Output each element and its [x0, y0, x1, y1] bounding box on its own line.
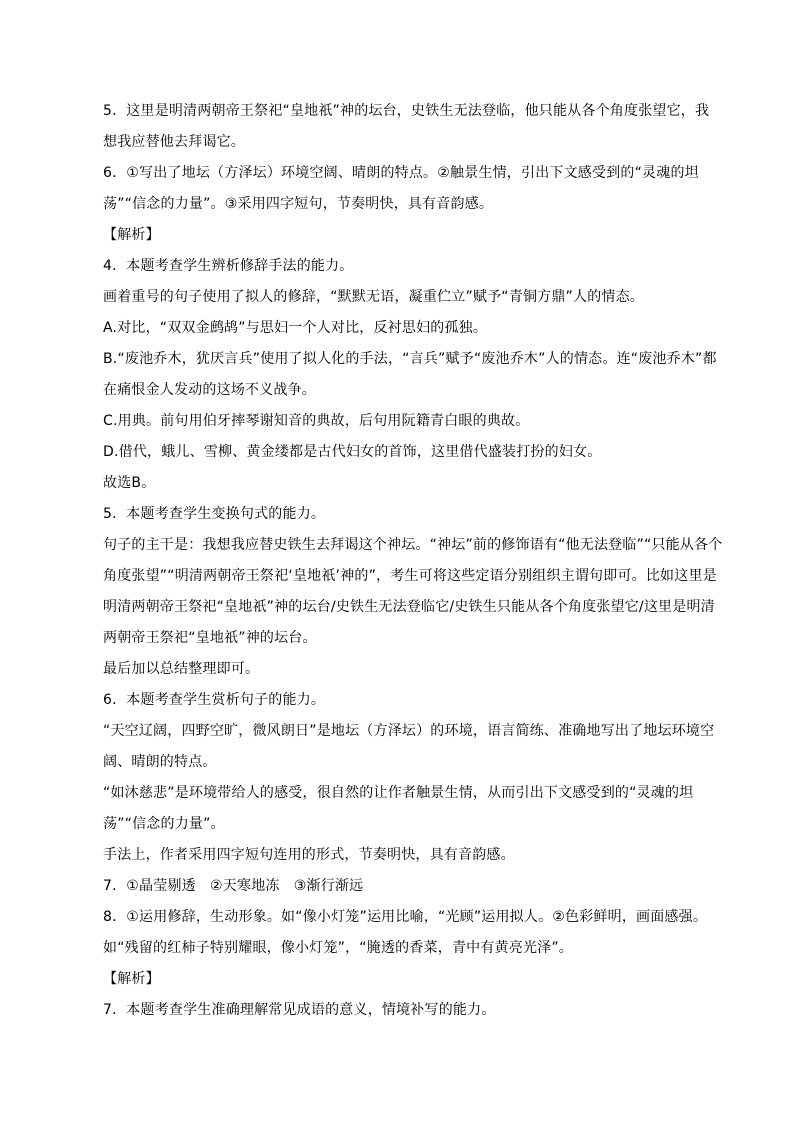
analysis-6-environment: “天空辽阔，四野空旷，微风朗日”是地坛（方泽坛）的环境，语言简练、准确地写出了地坛环境空阔、晴朗的特点。	[103, 723, 715, 770]
analysis-5-body: 句子的主干是：我想我应替史铁生去拜谒这个神坛。“神坛”前的修饰语有“他无法登临”“只能从各个角度张望”“明清两朝帝王祭祀‘皇地祇’神的”，考生可将这些定语分别组织主谓句即可。比如这里是明清两朝帝王祭祀“皇地祇”神的坛台/史铁生无法登临它/史铁生只能从各个角度张望它/这里是明清两朝帝王祭祀“皇地祇”神的坛台。	[103, 537, 723, 646]
analysis-5-intro: 5．本题考查学生变换句式的能力。	[103, 506, 326, 522]
analysis-heading: 【解析】	[103, 227, 160, 243]
analysis-6-intro: 6．本题考查学生赏析句子的能力。	[103, 692, 326, 708]
analysis-6-technique: 手法上，作者采用四字短句连用的形式，节奏明快，具有音韵感。	[103, 847, 515, 863]
option-c: C.用典。前句用伯牙摔琴谢知音的典故，后句用阮籍青白眼的典故。	[103, 413, 530, 429]
analysis-4-sentence: 画着重号的句子使用了拟人的修辞，“默默无语，凝重伫立”赋予“青铜方鼎”人的情态。	[103, 289, 645, 305]
option-d: D.借代，蛾儿、雪柳、黄金缕都是古代妇女的首饰，这里借代盛装打扮的妇女。	[103, 444, 602, 460]
analysis-heading-2: 【解析】	[103, 971, 160, 987]
answer-8: 8．①运用修辞，生动形象。如“像小灯笼”运用比喻，“光顾”运用拟人。②色彩鲜明，画面感强。如“残留的红柿子特别耀眼，像小灯笼”，“腌透的香菜，青中有黄亮光泽”。	[103, 909, 708, 956]
analysis-5-conclusion: 最后加以总结整理即可。	[103, 661, 260, 677]
answer-5: 5．这里是明清两朝帝王祭祀“皇地祇”神的坛台，史铁生无法登临，他只能从各个角度张望它，我想我应替他去拜谒它。	[103, 103, 710, 150]
answer-6: 6．①写出了地坛（方泽坛）环境空阔、晴朗的特点。②触景生情，引出下文感受到的“灵魂的坦荡”“信念的力量”。③采用四字短句，节奏明快，具有音韵感。	[103, 165, 699, 212]
answer-7: 7．①晶莹剔透 ②天寒地冻 ③渐行渐远	[103, 878, 364, 894]
analysis-7-intro: 7．本题考查学生准确理解常见成语的意义，情境补写的能力。	[103, 1002, 496, 1018]
analysis-4-intro: 4．本题考查学生辨析修辞手法的能力。	[103, 258, 354, 274]
answer-choice: 故选B。	[103, 475, 156, 491]
analysis-6-feeling: “如沐慈悲”是环境带给人的感受，很自然的让作者触景生情，从而引出下文感受到的“灵魂的坦荡”“信念的力量”。	[103, 785, 694, 832]
document-body	[103, 96, 723, 1026]
option-a: A.对比，“双双金鹧鸪”与思妇一个人对比，反衬思妇的孤独。	[103, 320, 488, 336]
option-b: B.“废池乔木，犹厌言兵”使用了拟人化的手法，“言兵”赋予“废池乔木”人的情态。连“废池乔木”都在痛恨金人发动的这场不义战争。	[103, 351, 717, 398]
